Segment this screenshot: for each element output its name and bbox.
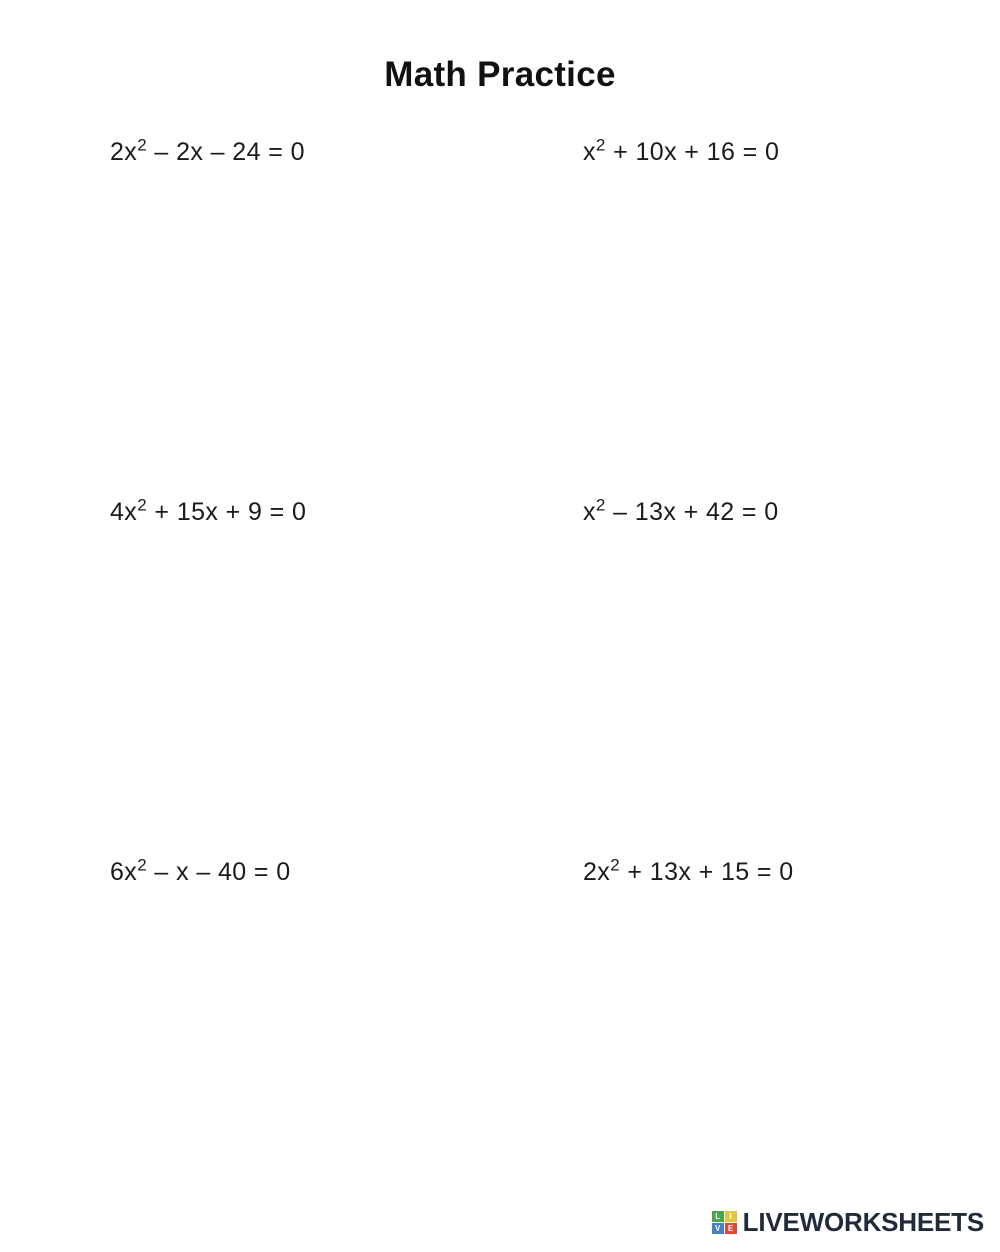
answer-area-6[interactable] xyxy=(583,887,930,1117)
equation-4 xyxy=(583,497,930,527)
problem-cell-4 xyxy=(510,497,930,757)
equation-6-exponent: 2 xyxy=(610,855,621,875)
logo-letter-e: E xyxy=(725,1223,737,1234)
brand-name: LIVEWORKSHEETS xyxy=(742,1207,984,1237)
equation-5-exponent: 2 xyxy=(137,855,148,875)
equation-2-exponent: 2 xyxy=(595,135,606,155)
equation-1-exponent: 2 xyxy=(137,135,148,155)
equation-5-rest: – x – 40 = 0 xyxy=(147,858,291,886)
equation-1-base: 2x xyxy=(110,138,138,166)
equation-6 xyxy=(583,857,930,887)
equation-3-exponent: 2 xyxy=(137,495,148,515)
problem-row xyxy=(90,497,930,857)
answer-area-5[interactable] xyxy=(110,887,510,1117)
equation-5 xyxy=(110,857,510,887)
problem-cell-3 xyxy=(90,497,510,757)
problems-grid xyxy=(0,137,1000,1217)
equation-1 xyxy=(110,137,510,167)
problem-cell-5 xyxy=(90,857,510,1117)
answer-area-4[interactable] xyxy=(583,527,930,757)
logo-letter-i: I xyxy=(725,1211,737,1222)
equation-2-rest: + 10x + 16 = 0 xyxy=(605,138,780,166)
equation-2-base: x xyxy=(583,138,596,166)
page-title: Math Practice xyxy=(384,55,616,94)
equation-4-exponent: 2 xyxy=(595,495,606,515)
problem-row xyxy=(90,857,930,1217)
equation-3-base: 4x xyxy=(110,498,138,526)
logo-letter-v: V xyxy=(712,1223,724,1234)
equation-3-rest: + 15x + 9 = 0 xyxy=(147,498,307,526)
problem-row xyxy=(90,137,930,497)
equation-4-rest: – 13x + 42 = 0 xyxy=(605,498,779,526)
problem-cell-2 xyxy=(510,137,930,397)
equation-5-base: 6x xyxy=(110,858,138,886)
answer-area-1[interactable] xyxy=(110,167,510,397)
equation-6-rest: + 13x + 15 = 0 xyxy=(620,858,794,886)
equation-1-rest: – 2x – 24 = 0 xyxy=(147,138,305,166)
answer-area-2[interactable] xyxy=(583,167,930,397)
equation-6-base: 2x xyxy=(583,858,611,886)
liveworksheets-logo-icon xyxy=(712,1211,737,1234)
answer-area-3[interactable] xyxy=(110,527,510,757)
liveworksheets-watermark[interactable] xyxy=(712,1207,984,1238)
equation-4-base: x xyxy=(583,498,596,526)
problem-cell-6 xyxy=(510,857,930,1117)
equation-2 xyxy=(583,137,930,167)
equation-3 xyxy=(110,497,510,527)
logo-letter-l: L xyxy=(712,1211,724,1222)
problem-cell-1 xyxy=(90,137,510,397)
